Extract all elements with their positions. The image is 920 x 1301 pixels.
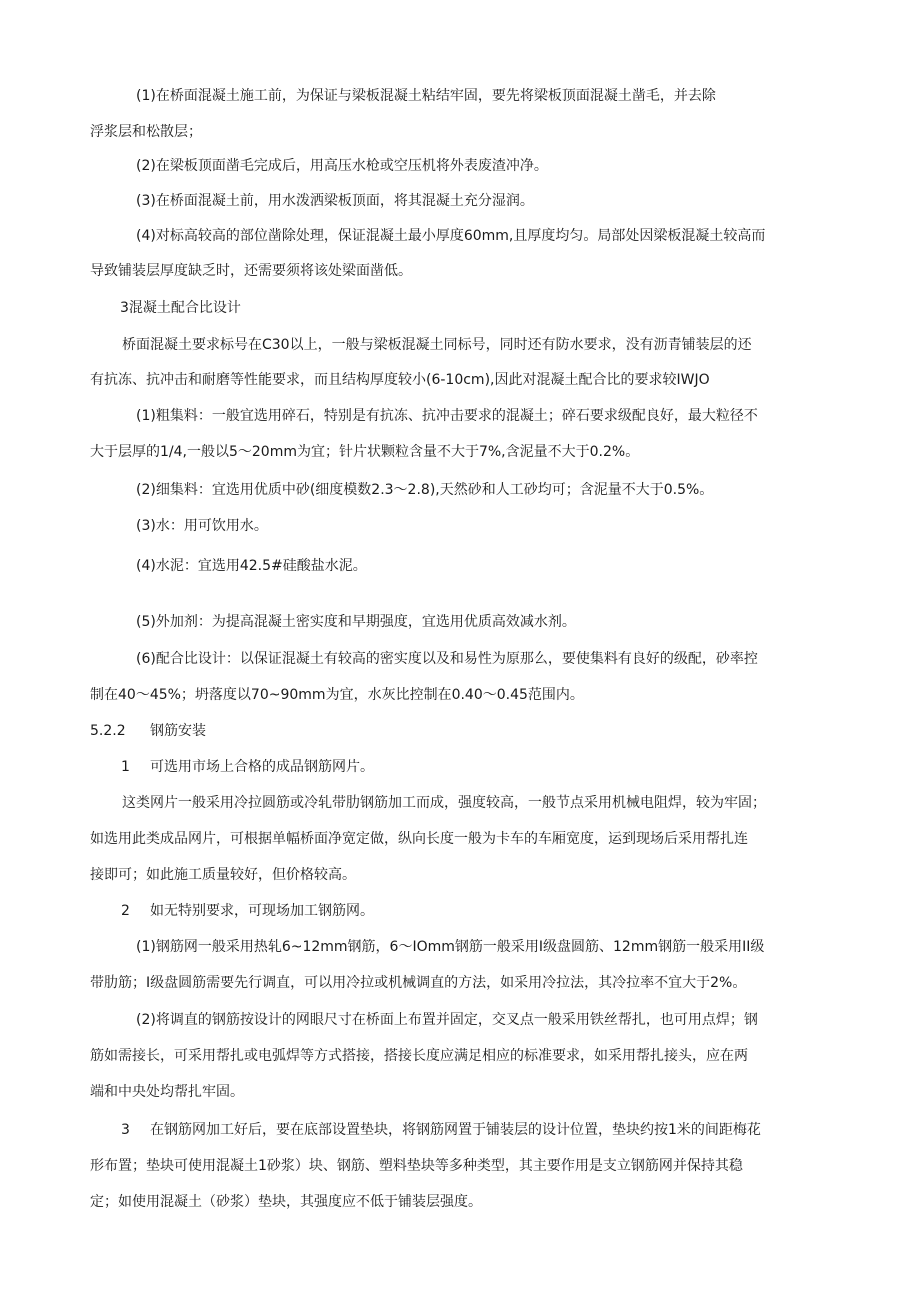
paragraph-line: 制在40〜45%；坍落度以70~90mm为宜，水灰比控制在0.40〜0.45范围内。 (90, 687, 584, 703)
paragraph-line: (4)水泥：宜选用42.5#硅酸盐水泥。 (136, 558, 367, 574)
item-heading: 如无特别要求，可现场加工钢筋网。 (150, 903, 374, 919)
paragraph-line: 浮浆层和松散层； (90, 124, 202, 140)
paragraph-line: (1)在桥面混凝土施工前，为保证与梁板混凝土粘结牢固，要先将梁板顶面混凝土凿毛，并去除 (136, 88, 716, 104)
paragraph-line: 形布置；垫块可使用混凝土1砂浆）块、钢筋、塑料垫块等多种类型，其主要作用是支立钢筋网并保持其稳 (90, 1158, 743, 1174)
item-number: 3 (121, 1122, 130, 1138)
paragraph-line: (2)细集料：宜选用优质中砂(细度模数2.3〜2.8),天然砂和人工砂均可；含泥量不大于0.5%。 (136, 482, 714, 498)
item-heading: 可选用市场上合格的成品钢筋网片。 (150, 759, 374, 775)
item-number: 1 (121, 759, 130, 775)
paragraph-line: 带肋筋；I级盘圆筋需要先行调直，可以用冷拉或机械调直的方法，如采用冷拉法，其冷拉率不宜大于2%。 (90, 975, 747, 991)
paragraph-line: 如选用此类成品网片，可根据单幅桥面净宽定做，纵向长度一般为卡车的车厢宽度，运到现场后采用帮扎连 (90, 831, 748, 847)
paragraph-line: 在钢筋网加工好后，要在底部设置垫块，将钢筋网置于铺装层的设计位置，垫块约按1米的间距梅花 (150, 1122, 761, 1138)
paragraph-line: (5)外加剂：为提高混凝土密实度和早期强度，宜选用优质高效减水剂。 (136, 614, 576, 630)
paragraph-line: (2)在梁板顶面凿毛完成后，用高压水枪或空压机将外表废渣冲净。 (136, 158, 548, 174)
paragraph-line: (3)在桥面混凝土前，用水泼洒梁板顶面，将其混凝土充分湿润。 (136, 193, 534, 209)
paragraph-line: (4)对标高较高的部位凿除处理，保证混凝土最小厚度60mm,且厚度均匀。局部处因梁板混凝土较高而 (136, 228, 766, 244)
paragraph-line: (6)配合比设计：以保证混凝土有较高的密实度以及和易性为原那么，要使集料有良好的级配，砂率控 (136, 651, 758, 667)
paragraph-line: 有抗冻、抗冲击和耐磨等性能要求，而且结构厚度较小(6-10cm),因此对混凝土配合比的要求较IWJO (90, 372, 710, 388)
item-number: 2 (121, 903, 130, 919)
paragraph-line: (3)水：用可饮用水。 (136, 518, 268, 534)
paragraph-line: 桥面混凝土要求标号在C30以上，一般与梁板混凝土同标号，同时还有防水要求，没有沥青铺装层的还 (122, 337, 752, 353)
paragraph-line: 筋如需接长，可采用帮扎或电弧焊等方式搭接，搭接长度应满足相应的标准要求，如采用帮扎接头，应在两 (90, 1048, 748, 1064)
paragraph-line: 导致铺装层厚度缺乏时，还需要须将该处梁面凿低。 (90, 263, 412, 279)
paragraph-line: (2)将调直的钢筋按设计的网眼尺寸在桥面上布置并固定，交叉点一般采用铁丝帮扎，也可用点焊；钢 (136, 1012, 758, 1028)
section-number: 5.2.2 (90, 723, 126, 739)
paragraph-line: 大于层厚的1/4,一般以5〜20mm为宜；针片状颗粒含量不大于7%,含泥量不大于0.2%。 (90, 444, 640, 460)
section-heading: 钢筋安装 (150, 723, 206, 739)
section-heading: 3混凝土配合比设计 (120, 300, 241, 316)
paragraph-line: 接即可；如此施工质量较好，但价格较高。 (90, 867, 356, 883)
paragraph-line: (1)钢筋网一般采用热轧6~12mm钢筋，6〜IOmm钢筋一般采用I级盘圆筋、12mm钢筋一般采用II级 (136, 939, 765, 955)
paragraph-line: 定；如使用混凝土（砂浆）垫块，其强度应不低于铺装层强度。 (90, 1194, 482, 1210)
paragraph-line: 这类网片一般采用冷拉圆筋或冷轧带肋钢筋加工而成，强度较高，一般节点采用机械电阻焊，较为牢固； (122, 795, 766, 811)
paragraph-line: (1)粗集料：一般宜选用碎石，特别是有抗冻、抗冲击要求的混凝土；碎石要求级配良好，最大粒径不 (136, 408, 758, 424)
paragraph-line: 端和中央处均帮扎牢固。 (90, 1084, 244, 1100)
